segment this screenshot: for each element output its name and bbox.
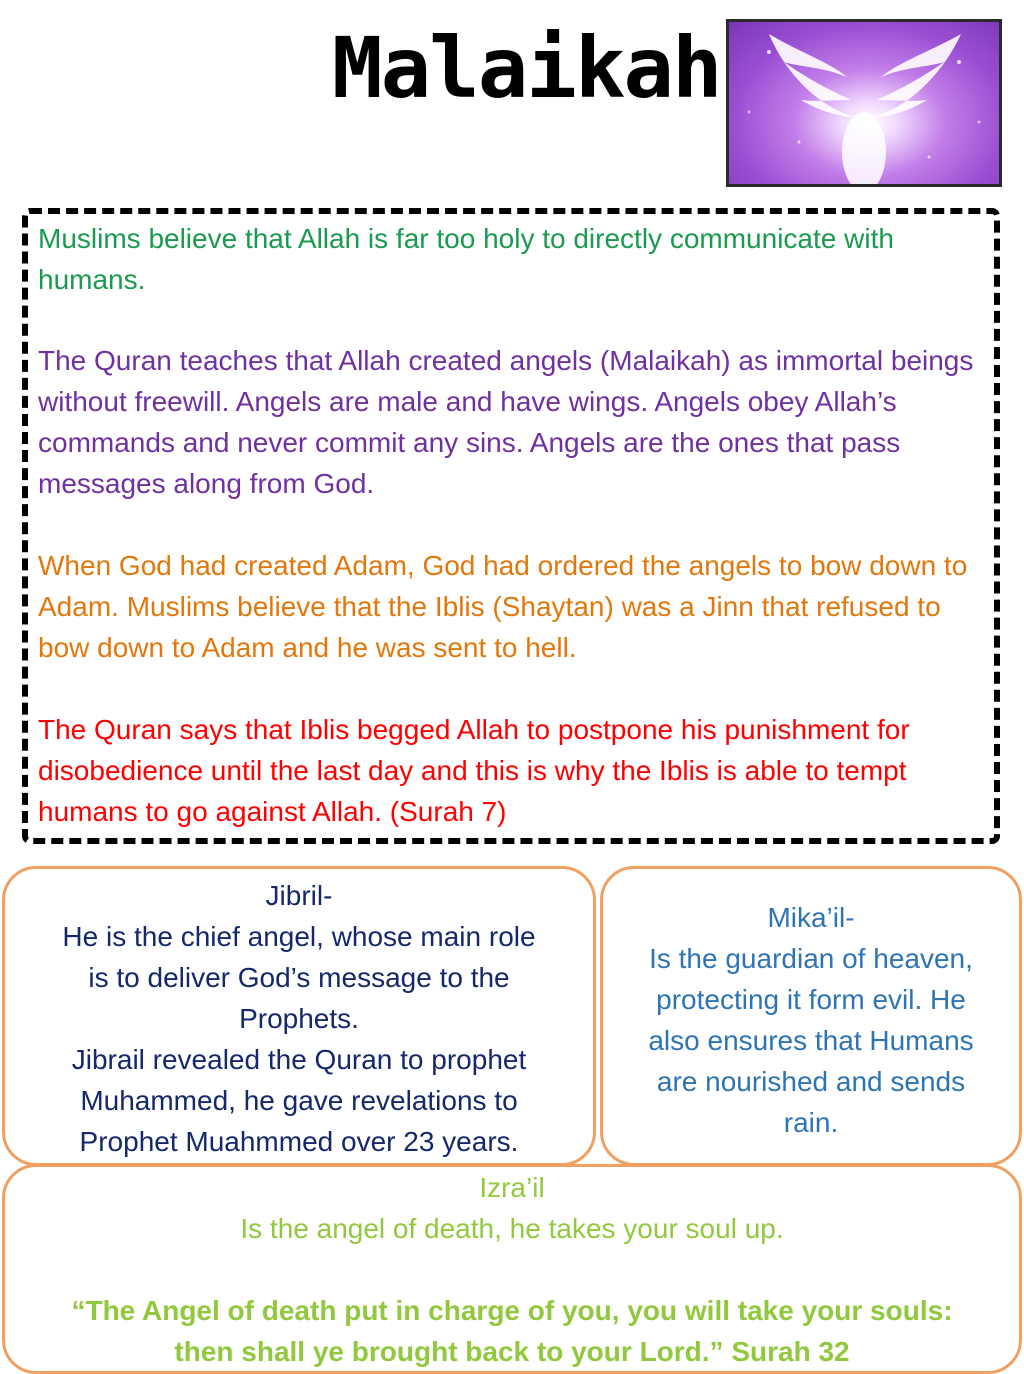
jibril-name: Jibril-	[265, 880, 333, 911]
izrail-spacer	[5, 1249, 1019, 1290]
intro-paragraph-green: Muslims believe that Allah is far too holy to directly communicate with humans.	[38, 223, 894, 295]
jibril-card	[2, 866, 596, 1166]
mikail-line: are nourished and sends	[656, 1066, 966, 1097]
mikail-line: Is the guardian of heaven,	[649, 943, 973, 974]
wings-icon	[729, 22, 999, 184]
mikail-card	[600, 866, 1022, 1166]
izrail-quote-line: “The Angel of death put in charge of you, you will take your souls:	[71, 1295, 953, 1326]
mikail-name: Mika’il-	[767, 902, 855, 933]
intro-paragraph-red: The Quran says that Iblis begged Allah to postpone his punishment for disobedience until the last day and this is why the Iblis is able to tempt humans to go against Allah. (Surah 7)	[38, 714, 910, 827]
jibril-line: Prophet Muahmmed over 23 years.	[79, 1126, 519, 1157]
jibril-line: Prophets.	[239, 1003, 359, 1034]
mikail-line: rain.	[783, 1107, 839, 1138]
jibril-line: is to deliver God’s message to the	[88, 962, 510, 993]
izrail-name: Izra’il	[479, 1172, 545, 1203]
izrail-quote-line: then shall ye brought back to your Lord.” Surah 32	[174, 1336, 850, 1367]
izrail-card	[2, 1164, 1022, 1374]
intro-paragraph-purple: The Quran teaches that Allah created angels (Malaikah) as immortal beings without freewill. Angels are male and have wings. Angels obey Allah’s commands and never commit any sins. Angels are the ones that pass messages along from God.	[38, 345, 974, 499]
angel-wings-image	[726, 19, 1002, 187]
jibril-line: Jibrail revealed the Quran to prophet	[71, 1044, 527, 1075]
jibril-line: He is the chief angel, whose main role	[62, 921, 536, 952]
mikail-line: also ensures that Humans	[648, 1025, 974, 1056]
jibril-line: Muhammed, he gave revelations to	[80, 1085, 518, 1116]
intro-paragraph-orange: When God had created Adam, God had ordered the angels to bow down to Adam. Muslims believe that the Iblis (Shaytan) was a Jinn that refused to bow down to Adam and he was sent to hell.	[38, 550, 968, 663]
mikail-line: protecting it form evil. He	[656, 984, 966, 1015]
page-title: Malaikah	[332, 19, 721, 117]
izrail-description: Is the angel of death, he takes your soul up.	[240, 1213, 784, 1244]
